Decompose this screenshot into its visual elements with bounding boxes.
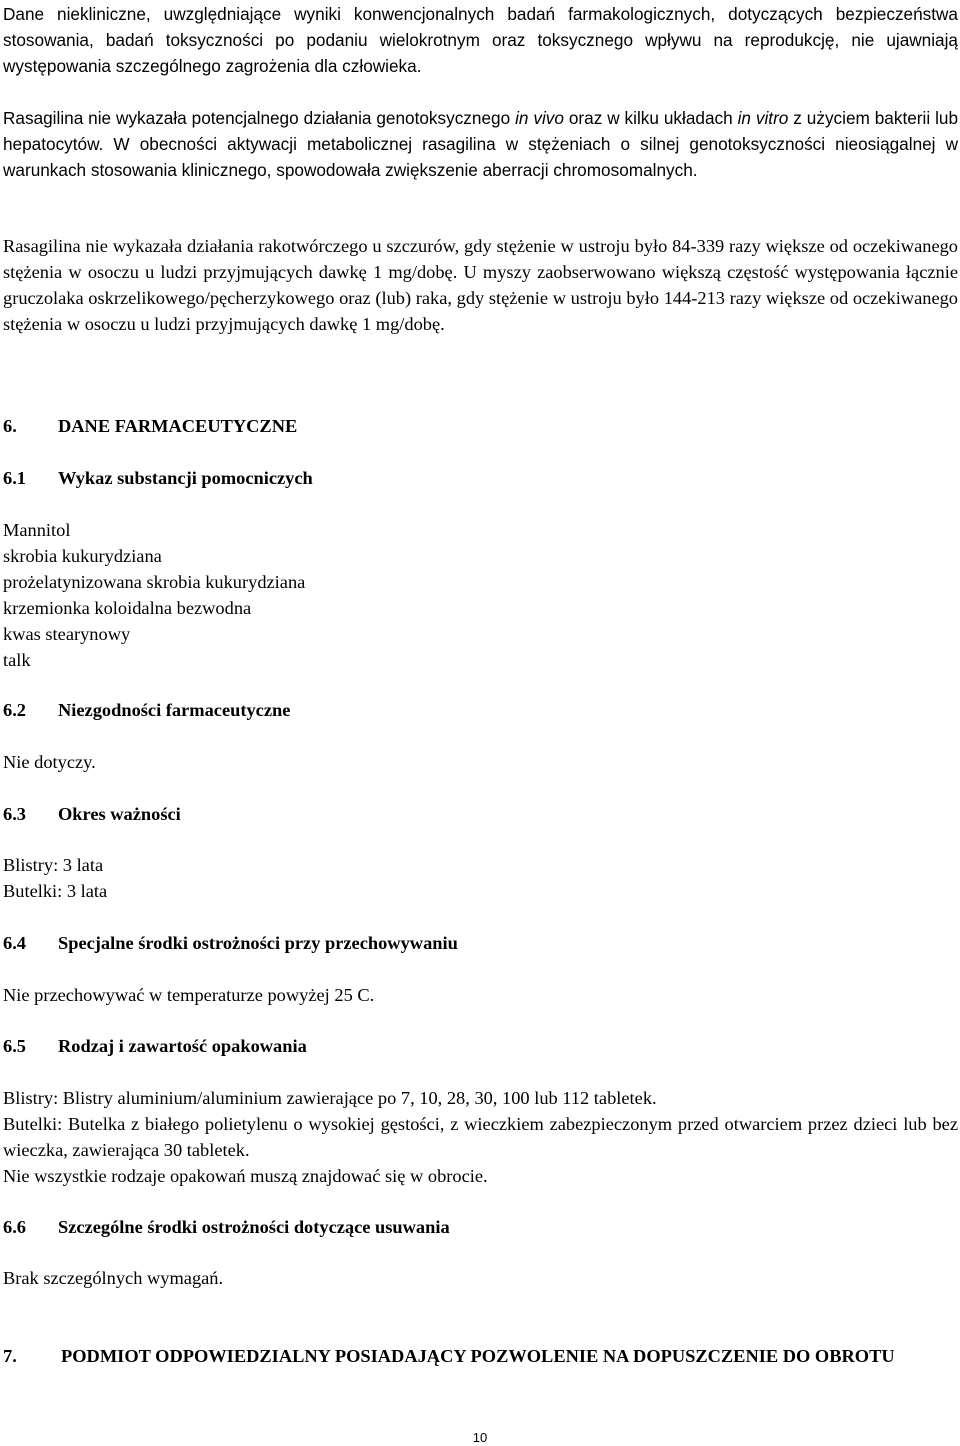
excipient-item: prożelatynizowana skrobia kukurydziana [3, 572, 306, 592]
section-6-2-title: Niezgodności farmaceutyczne [58, 700, 291, 720]
in-vitro-term: in vitro [737, 108, 789, 128]
excipient-item: kwas stearynowy [3, 624, 131, 644]
excipient-item: krzemionka koloidalna bezwodna [3, 598, 252, 618]
section-7-title: PODMIOT ODPOWIEDZIALNY POSIADAJĄCY POZWOLENIE NA DOPUSZCZENIE DO OBROTU [61, 1346, 895, 1366]
section-6-2-heading [3, 697, 958, 723]
container-blisters: Blistry: Blistry aluminium/aluminium zawierające po 7, 10, 28, 30, 100 lub 112 tabletek. [3, 1088, 657, 1108]
section-6-6-heading [3, 1214, 958, 1240]
genotox-text-a: Rasagilina nie wykazała potencjalnego działania genotoksycznego [3, 108, 516, 128]
section-7-heading [3, 1343, 903, 1369]
section-6-heading [3, 413, 958, 439]
page-number: 10 [472, 1430, 488, 1445]
section-6-4-title: Specjalne środki ostrożności przy przechowywaniu [58, 933, 458, 953]
section-7-number: 7. [3, 1346, 17, 1366]
disposal-text: Brak szczególnych wymagań. [3, 1268, 224, 1288]
section-6-3-number: 6.3 [3, 804, 26, 824]
section-6-1-title: Wykaz substancji pomocniczych [58, 468, 313, 488]
shelf-life-bottles: Butelki: 3 lata [3, 881, 108, 901]
section-6-6-title: Szczególne środki ostrożności dotyczące usuwania [58, 1217, 450, 1237]
storage-text: Nie przechowywać w temperaturze powyżej 25 C. [3, 985, 375, 1005]
excipient-item: Mannitol [3, 520, 71, 540]
section-6-4-heading [3, 930, 958, 956]
container-note: Nie wszystkie rodzaje opakowań muszą znajdować się w obrocie. [3, 1166, 488, 1186]
container-bottles: Butelki: Butelka z białego polietylenu o wysokiej gęstości, z wieczkiem zabezpieczonym przed otwarciem przez dzieci lub bez wieczka, zawierająca 30 tabletek. [3, 1114, 958, 1160]
section-6-1-heading [3, 465, 958, 491]
section-6-1-number: 6.1 [3, 468, 26, 488]
section-6-number: 6. [3, 416, 17, 436]
preclinical-paragraph-1: Dane niekliniczne, uwzględniające wyniki konwencjonalnych badań farmakologicznych, dotyczących bezpieczeństwa stosowania, badań toksyczności po podaniu wielokrotnym oraz toksycznego wpływu na reprodukcję, nie ujawniają występowania szczególnego zagrożenia dla człowieka. [3, 4, 958, 76]
genotox-text-e: z użyciem bakterii lub hepatocytów. W obecności aktywacji metabolicznej rasagilina w stężeniach o silnej genotoksyczności nieosiągalnej w warunkach stosowania klinicznego, spowodowała zwiększenie aberracji chromosomalnych. [3, 108, 959, 180]
section-6-3-title: Okres ważności [58, 804, 181, 824]
section-6-5-title: Rodzaj i zawartość opakowania [58, 1036, 307, 1056]
section-6-4-number: 6.4 [3, 933, 26, 953]
in-vivo-term: in vivo [515, 108, 564, 128]
genotox-text-c: oraz w kilku układach [563, 108, 738, 128]
carcinogenicity-paragraph: Rasagilina nie wykazała działania rakotwórczego u szczurów, gdy stężenie w ustroju było 84-339 razy większe od oczekiwanego stężenia w osoczu u ludzi przyjmujących dawkę 1 mg/dobę. U myszy zaobserwowano większą częstość występowania łącznie gruczolaka oskrzelikowego/pęcherzykowego oraz (lub) raka, gdy stężenie w ustroju było 144-213 razy większe od oczekiwanego stężenia w osoczu u ludzi przyjmujących dawkę 1 mg/dobę. [3, 236, 958, 334]
shelf-life-blisters: Blistry: 3 lata [3, 855, 104, 875]
excipient-item: skrobia kukurydziana [3, 546, 162, 566]
section-6-3-heading [3, 801, 958, 827]
section-6-6-number: 6.6 [3, 1217, 26, 1237]
section-6-2-number: 6.2 [3, 700, 26, 720]
section-6-title: DANE FARMACEUTYCZNE [58, 416, 298, 436]
preclinical-paragraph-2 [3, 105, 958, 183]
excipient-item: talk [3, 650, 31, 670]
incompatibilities-text: Nie dotyczy. [3, 752, 96, 772]
section-6-5-number: 6.5 [3, 1036, 26, 1056]
section-6-5-heading [3, 1033, 958, 1059]
